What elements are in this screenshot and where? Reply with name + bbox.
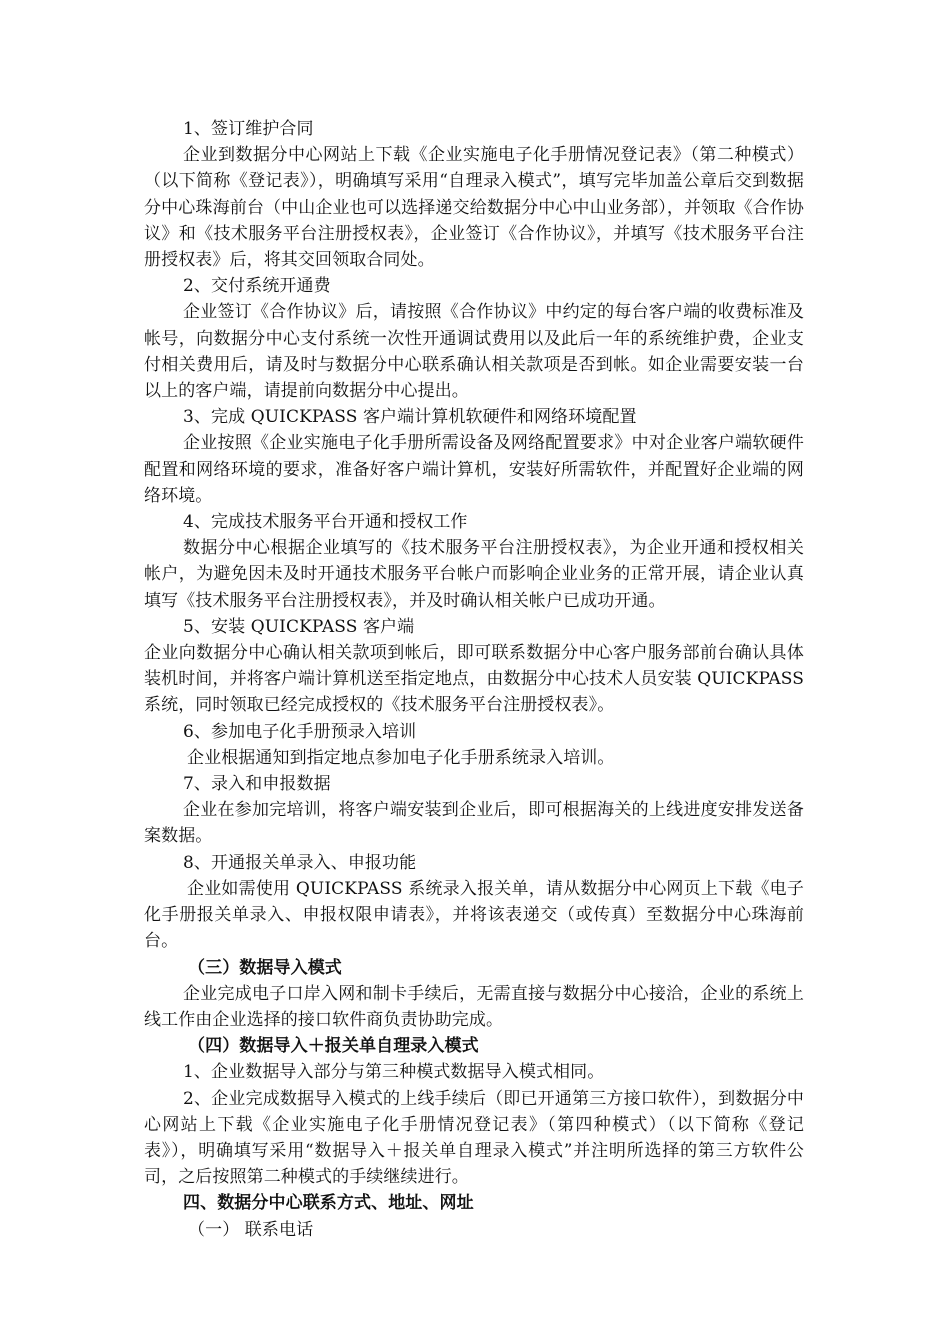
section-3-heading: （三）数据导入模式 [188, 957, 342, 978]
step-2-heading: 2、交付系统开通费 [183, 276, 331, 297]
step-7-heading: 7、录入和申报数据 [183, 774, 331, 795]
step-1-heading: 1、签订维护合同 [183, 119, 314, 139]
step-3-heading: 3、完成 QUICKPASS 客户端计算机软硬件和网络环境配置 [183, 407, 637, 428]
step-8-body: 企业如需使用 QUICKPASS 系统录入报关单，请从数据分中心网页上下载《电子化手册报关单录入、申报权限申请表》，并将该表递交（或传真）至数据分中心珠海前台。 [144, 878, 804, 952]
step-8-heading: 8、开通报关单录入、申报功能 [183, 852, 417, 873]
chapter-4-heading: 四、数据分中心联系方式、地址、网址 [183, 1193, 474, 1214]
section-4-heading: （四）数据导入＋报关单自理录入模式 [188, 1036, 479, 1057]
document-body [144, 116, 804, 1243]
step-5-body: 企业向数据分中心确认相关款项到帐后，即可联系数据分中心客户服务部前台确认具体装机时间，并将客户端计算机送至指定地点，由数据分中心技术人员安装 QUICKPASS 系统，同时领取已经完成授权的《技术服务平台注册授权表》。 [144, 643, 804, 716]
chapter-4-sub-1: （一） 联系电话 [188, 1219, 314, 1240]
step-6-heading: 6、参加电子化手册预录入培训 [183, 721, 417, 742]
step-1-body: 企业到数据分中心网站上下载《企业实施电子化手册情况登记表》（第二种模式）（以下简称《登记表》），明确填写采用“自理录入模式”，填写完毕加盖公章后交到数据分中心珠海前台（中山企业也可以选择递交给数据分中心中山业务部），并领取《合作协议》和《技术服务平台注册授权表》，企业签订《合作协议》，并填写《技术服务平台注册授权表》后，将其交回领取合同处。 [144, 145, 804, 271]
step-3-body: 企业按照《企业实施电子化手册所需设备及网络配置要求》中对企业客户端软硬件配置和网络环境的要求，准备好客户端计算机，安装好所需软件，并配置好企业端的网络环境。 [144, 433, 804, 506]
section-4-item-2: 2、企业完成数据导入模式的上线手续后（即已开通第三方接口软件），到数据分中心网站上下载《企业实施电子化手册情况登记表》（第四种模式）（以下简称《登记表》），明确填写采用“数据导入＋报关单自理录入模式”并注明所选择的第三方软件公司，之后按照第二种模式的手续继续进行。 [144, 1088, 804, 1188]
step-6-body: 企业根据通知到指定地点参加电子化手册系统录入培训。 [187, 747, 615, 768]
step-4-body: 数据分中心根据企业填写的《技术服务平台注册授权表》，为企业开通和授权相关帐户，为避免因未及时开通技术服务平台帐户而影响企业业务的正常开展，请企业认真填写《技术服务平台注册授权表》，并及时确认相关帐户已成功开通。 [144, 538, 804, 611]
step-4-heading: 4、完成技术服务平台开通和授权工作 [183, 512, 468, 533]
step-2-body: 企业签订《合作协议》后，请按照《合作协议》中约定的每台客户端的收费标准及帐号，向数据分中心支付系统一次性开通调试费用以及此后一年的系统维护费，企业支付相关费用后，请及时与数据分中心联系确认相关款项是否到帐。如企业需要安装一台以上的客户端，请提前向数据分中心提出。 [144, 302, 804, 402]
step-7-body: 企业在参加完培训，将客户端安装到企业后，即可根据海关的上线进度安排发送备案数据。 [144, 800, 804, 847]
step-5-heading: 5、安装 QUICKPASS 客户端 [183, 616, 415, 637]
section-4-item-1: 1、企业数据导入部分与第三种模式数据导入模式相同。 [183, 1062, 605, 1083]
section-3-body: 企业完成电子口岸入网和制卡手续后，无需直接与数据分中心接洽，企业的系统上线工作由企业选择的接口软件商负责协助完成。 [144, 983, 804, 1030]
